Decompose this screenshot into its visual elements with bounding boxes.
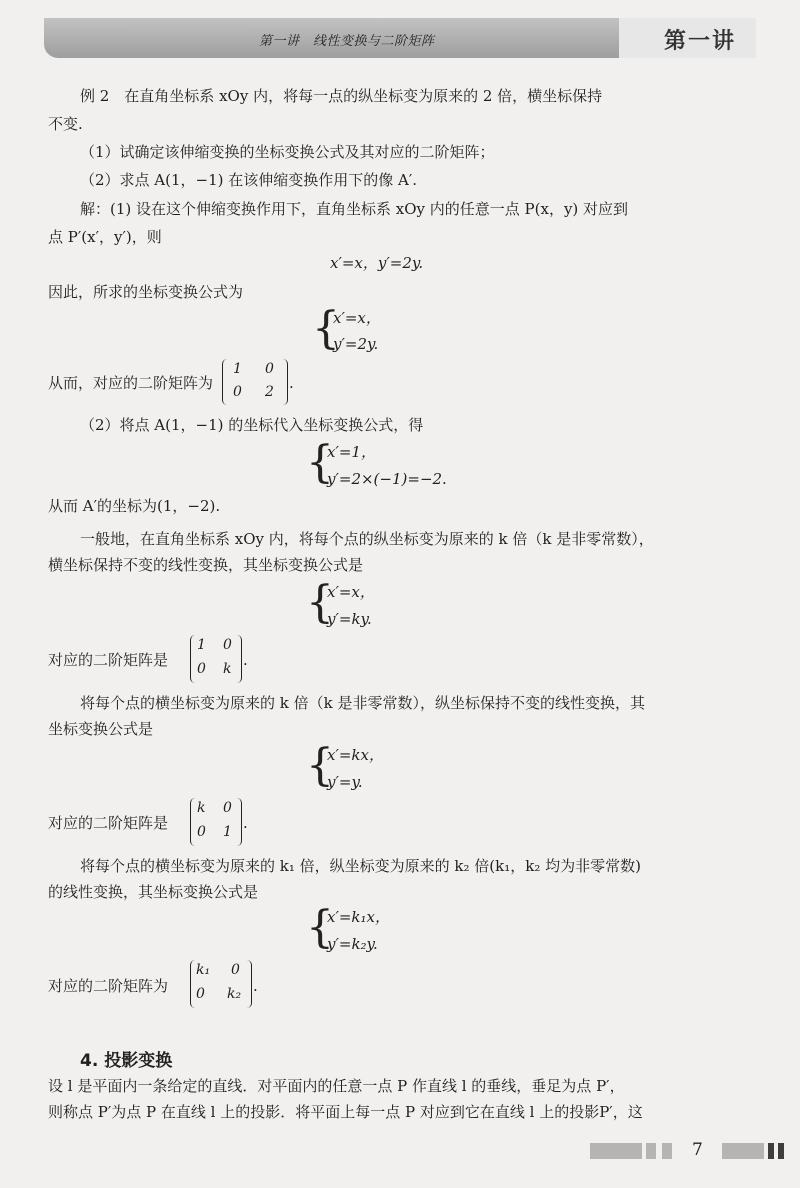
- text-line: 例 2 在直角坐标系 xOy 内，将每一点的纵坐标变为原来的 2 倍，横坐标保持: [80, 87, 603, 105]
- text-line: 对应的二阶矩阵为: [48, 977, 169, 995]
- formula-line: x′=kx，: [327, 746, 384, 764]
- text-line: 对应的二阶矩阵是: [48, 651, 169, 669]
- matrix-cell: 0: [196, 986, 205, 1002]
- chapter-label: 第一讲: [664, 29, 737, 54]
- text-line: （2）求点 A(1，−1) 在该伸缩变换作用下的像 A′.: [80, 171, 418, 189]
- formula-line: y′=2×(−1)=−2.: [327, 470, 447, 488]
- formula-line: y′=y.: [327, 773, 363, 791]
- text-line: （1）试确定该伸缩变换的坐标变换公式及其对应的二阶矩阵；: [80, 143, 495, 161]
- text-line: （2）将点 A(1，−1) 的坐标代入坐标变换公式，得: [80, 416, 424, 434]
- matrix: [222, 359, 288, 405]
- matrix-cell: 1: [223, 824, 232, 840]
- text-line: .: [289, 374, 294, 392]
- footer-bar: [778, 1143, 784, 1159]
- matrix-cell: 0: [231, 962, 240, 978]
- text-line: 坐标变换公式是: [48, 720, 154, 738]
- page-number: 7: [692, 1140, 703, 1160]
- formula-line: x′=k₁x，: [327, 908, 390, 926]
- formula-line: y′=k₂y.: [327, 935, 378, 953]
- formula-line: y′=2y.: [333, 335, 379, 353]
- matrix: [190, 960, 252, 1008]
- matrix-cell: 0: [197, 661, 206, 677]
- matrix: [190, 635, 242, 683]
- formula-line: y′=ky.: [327, 610, 372, 628]
- matrix: [190, 798, 242, 846]
- brace-symbol: {: [306, 902, 334, 953]
- footer-bar: [768, 1143, 774, 1159]
- matrix-cell: 0: [197, 824, 206, 840]
- formula-line: x′=1，: [327, 443, 376, 461]
- text-line: 则称点 P′为点 P 在直线 l 上的投影．将平面上每一点 P 对应到它在直线 l 上的投影P′，这: [48, 1103, 643, 1121]
- text-line: 设 l 是平面内一条给定的直线．对平面内的任意一点 P 作直线 l 的垂线，垂足为点 P′，: [48, 1077, 625, 1095]
- matrix-cell: 0: [233, 384, 242, 400]
- brace-symbol: {: [306, 740, 334, 791]
- section-title: 4. 投影变换: [80, 1051, 173, 1071]
- brace-symbol: {: [306, 437, 334, 488]
- matrix-cell: 0: [223, 800, 232, 816]
- brace-symbol: {: [306, 577, 334, 628]
- matrix-cell: 0: [265, 361, 274, 377]
- page-header: [44, 18, 756, 58]
- matrix-cell: 0: [223, 637, 232, 653]
- text-line: 从而，对应的二阶矩阵为: [48, 374, 214, 392]
- text-line: 对应的二阶矩阵是: [48, 814, 169, 832]
- text-line: 点 P′(x′，y′)，则: [48, 228, 162, 246]
- text-line: .: [243, 651, 248, 669]
- matrix-cell: 1: [233, 361, 242, 377]
- text-line: .: [253, 977, 258, 995]
- matrix-cell: k: [197, 800, 206, 816]
- text-line: 解：(1) 设在这个伸缩变换作用下，直角坐标系 xOy 内的任意一点 P(x，y) 对应到: [80, 200, 629, 218]
- formula-line: x′=x，y′=2y.: [330, 254, 424, 272]
- text-line: 的线性变换，其坐标变换公式是: [48, 883, 259, 901]
- footer-bar: [722, 1143, 764, 1159]
- footer-bar: [646, 1143, 656, 1159]
- footer-bar: [590, 1143, 642, 1159]
- footer-bar: [662, 1143, 672, 1159]
- matrix-cell: 1: [197, 637, 206, 653]
- formula-line: x′=x，: [327, 583, 375, 601]
- matrix-cell: k: [223, 661, 232, 677]
- matrix-cell: 2: [265, 384, 274, 400]
- text-line: 一般地，在直角坐标系 xOy 内，将每个点的纵坐标变为原来的 k 倍（k 是非零常数），: [80, 530, 654, 548]
- text-line: 从而 A′的坐标为(1，−2).: [48, 497, 221, 515]
- brace-symbol: {: [312, 303, 340, 354]
- text-line: 横坐标保持不变的线性变换，其坐标变换公式是: [48, 556, 364, 574]
- text-line: 将每个点的横坐标变为原来的 k 倍（k 是非零常数），纵坐标保持不变的线性变换，其: [80, 694, 645, 712]
- text-line: .: [243, 814, 248, 832]
- matrix-cell: k₁: [196, 962, 211, 978]
- header-title: 第一讲 线性变换与二阶矩阵: [259, 34, 435, 49]
- text-line: 因此，所求的坐标变换公式为: [48, 283, 244, 301]
- formula-line: x′=x，: [333, 309, 381, 327]
- text-line: 将每个点的横坐标变为原来的 k₁ 倍，纵坐标变为原来的 k₂ 倍(k₁，k₂ 均为非零常数): [80, 857, 641, 875]
- matrix-cell: k₂: [227, 986, 242, 1002]
- text-line: 不变.: [48, 115, 83, 133]
